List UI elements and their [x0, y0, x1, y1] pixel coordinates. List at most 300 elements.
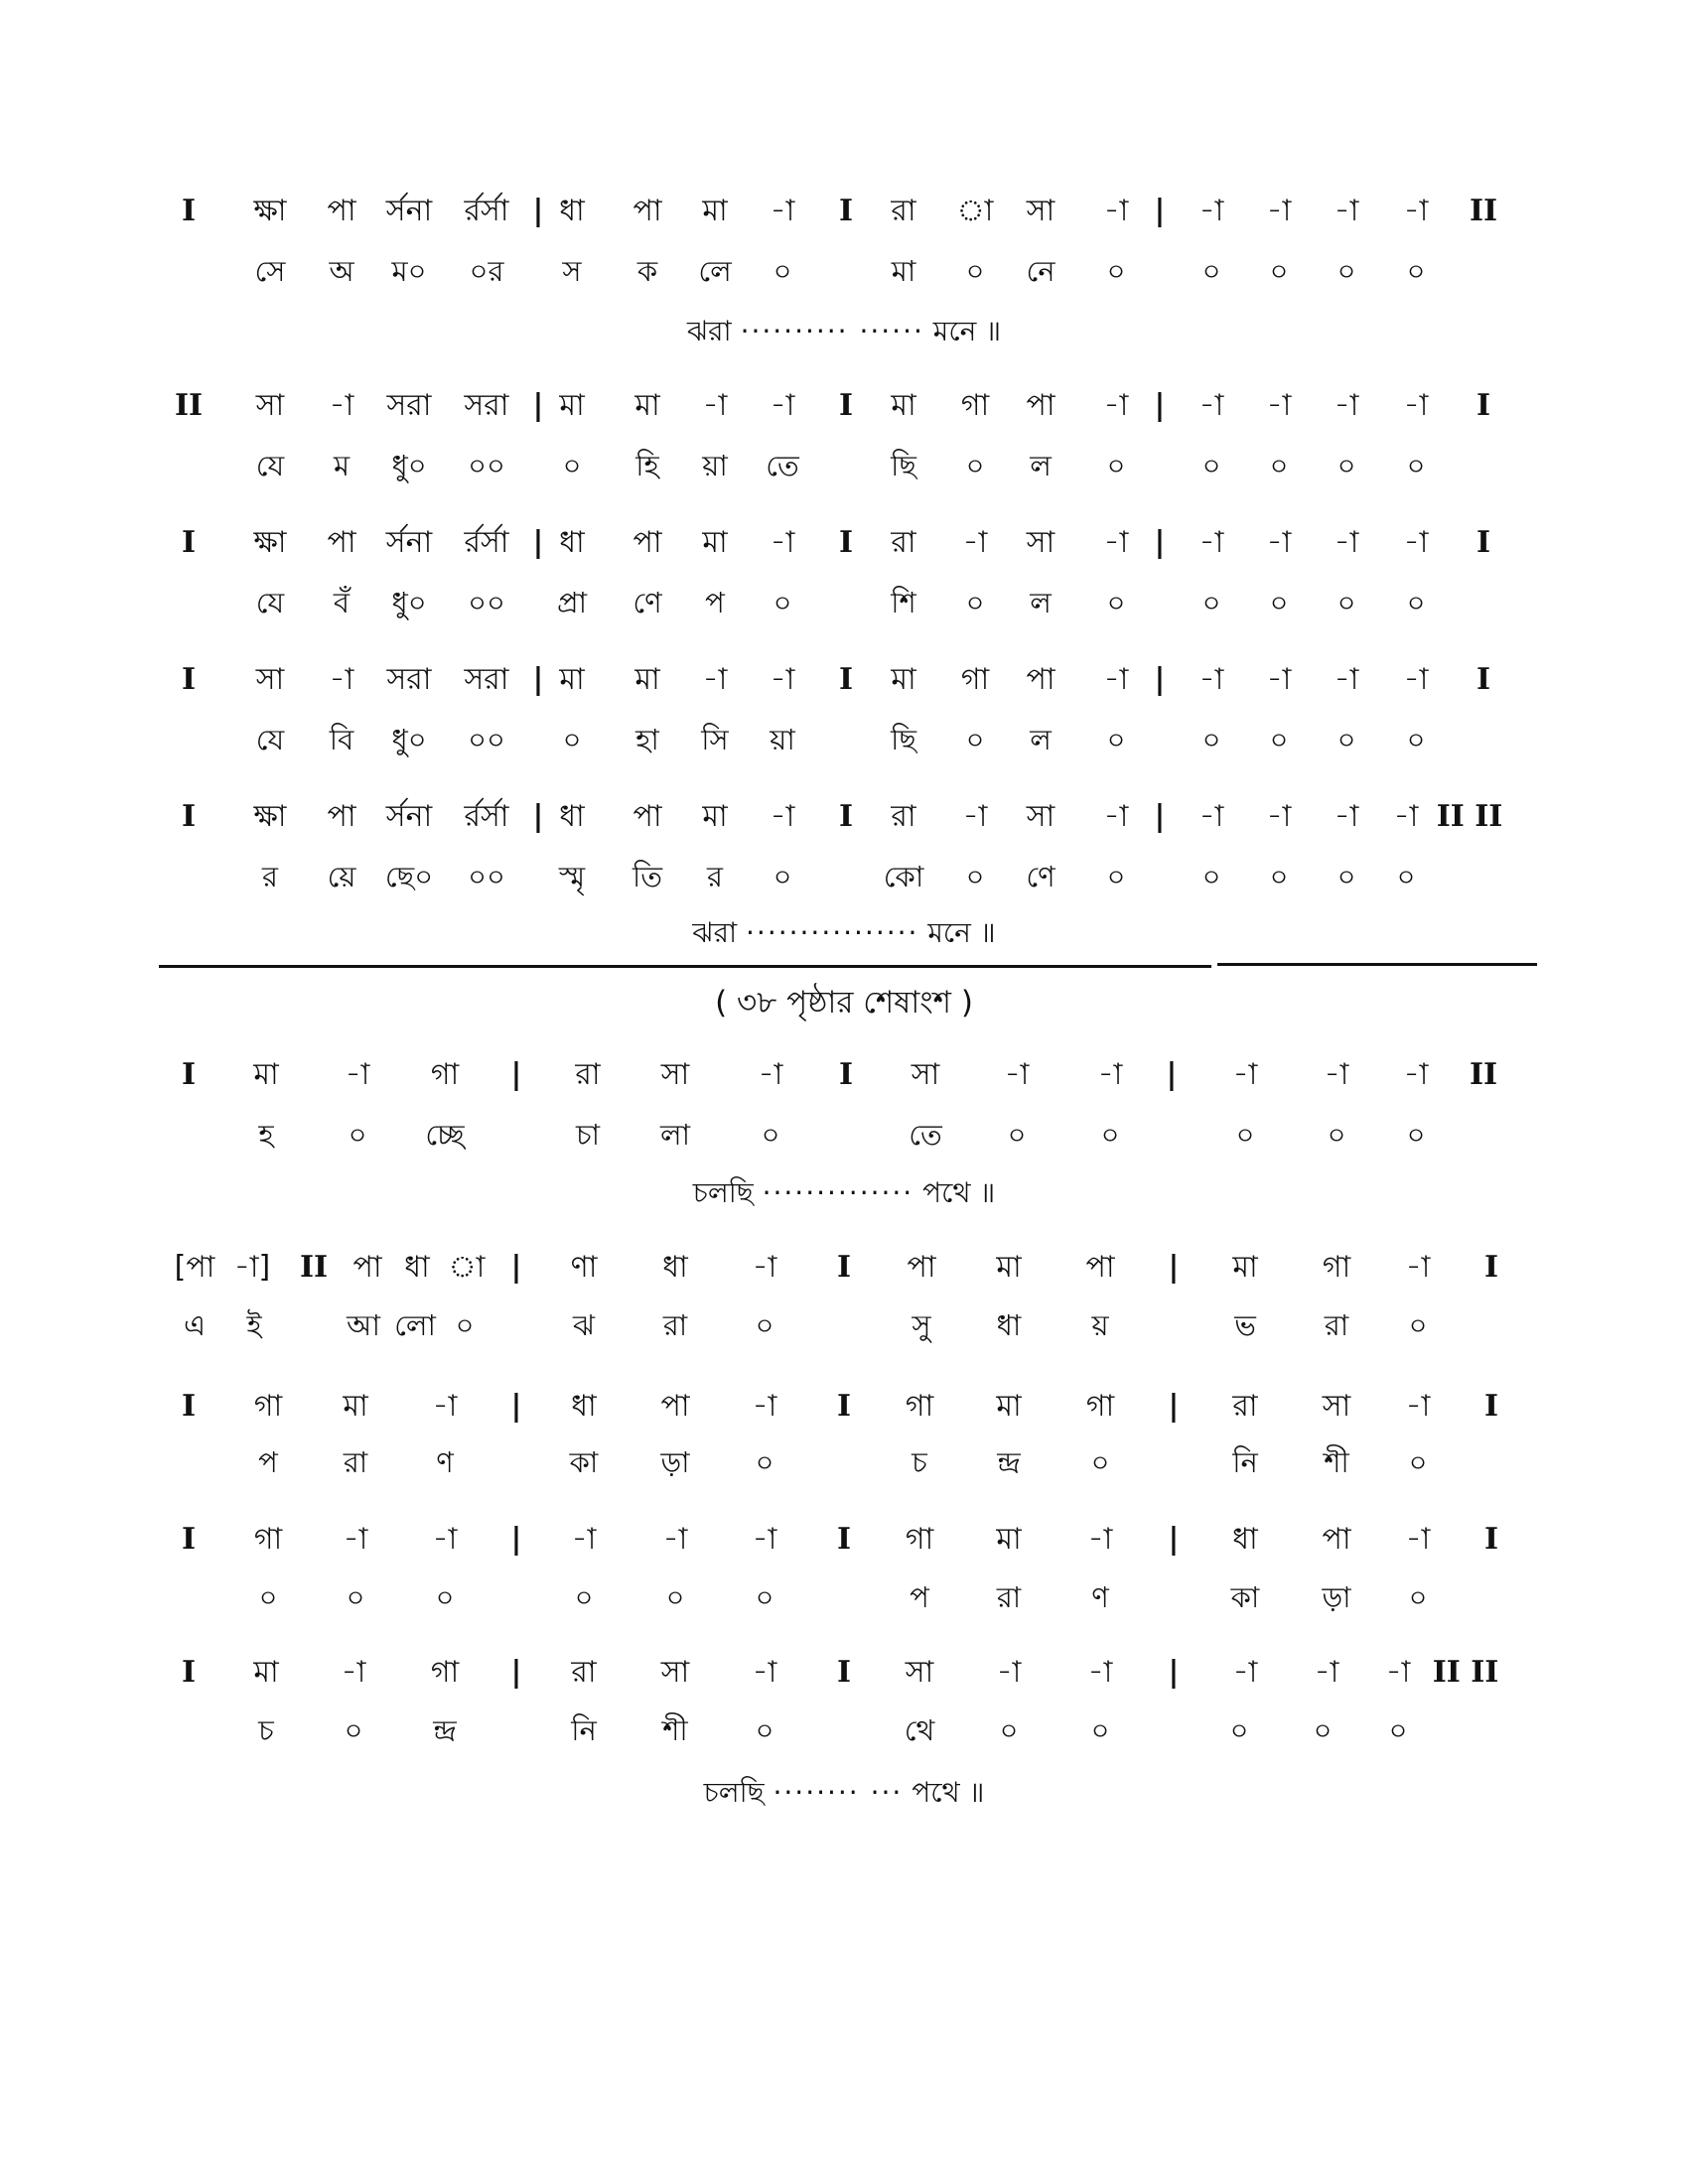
lyric-syllable: রা	[662, 1308, 688, 1342]
lyric-syllable: ০	[1313, 1713, 1333, 1747]
lyric-syllable: ০	[1336, 254, 1356, 288]
lyric-syllable: ০	[755, 1445, 774, 1479]
lyric-syllable: তি	[632, 860, 663, 893]
lyric-syllable: বঁ	[333, 586, 351, 619]
note: -া	[341, 1655, 366, 1690]
lyric-syllable: ০	[1106, 723, 1126, 756]
lyric-syllable: ০	[999, 1713, 1019, 1747]
refrain-tail	[0, 310, 1688, 353]
note: পা	[1026, 388, 1055, 423]
notation-line-4	[0, 655, 1688, 705]
lyric-syllable: ০	[755, 1580, 774, 1614]
note: া	[448, 1250, 486, 1285]
note: -া	[1103, 662, 1129, 697]
lyric-syllable: ণ	[436, 1445, 454, 1479]
refrain-tail	[0, 1771, 1688, 1815]
refrain-end: মনে ॥	[932, 315, 1002, 347]
bar-mark: |	[1166, 1057, 1178, 1092]
note: -া	[1314, 1655, 1339, 1690]
bar-mark: |	[1154, 662, 1166, 697]
note: মা	[634, 388, 660, 423]
note: -া	[1103, 388, 1129, 423]
lyric-syllable: অ	[329, 254, 354, 288]
note: রা	[891, 525, 916, 560]
note: পা	[633, 525, 662, 560]
lyric-line-7	[0, 1300, 1688, 1350]
lyric-syllable: ০	[562, 723, 582, 756]
bar-mark: I	[1483, 1250, 1499, 1285]
lyric-syllable: ০	[1269, 723, 1289, 756]
refrain-dots: ·········· ······	[740, 315, 924, 347]
note: -া	[1334, 388, 1359, 423]
lyric-syllable: ০	[1408, 1445, 1428, 1479]
lyric-syllable: ০	[1090, 1713, 1110, 1747]
refrain-dots: ··············	[762, 1176, 914, 1209]
note: পা	[327, 525, 356, 560]
bar-mark: I	[181, 194, 197, 228]
note: ক্ষা	[253, 194, 287, 228]
lyric-syllable: এ	[183, 1308, 207, 1342]
bar-mark: II	[299, 1250, 329, 1285]
lyric-syllable: রা	[996, 1580, 1022, 1614]
lyric-line-6	[0, 1110, 1688, 1160]
note: ধা	[1232, 1522, 1258, 1557]
note: -া	[1403, 388, 1429, 423]
note: ধা	[559, 799, 585, 834]
note: -া	[1334, 525, 1359, 560]
lyric-syllable: ছে০	[384, 860, 434, 893]
lyric-syllable: ০	[1406, 723, 1426, 756]
lyric-syllable: ০	[1201, 860, 1221, 893]
lyric-syllable: ০০	[468, 449, 505, 482]
lyric-syllable: ০	[1388, 1713, 1408, 1747]
notation-line-6	[0, 1050, 1688, 1100]
lyric-syllable: সে	[254, 254, 286, 288]
note: র্রর্সা	[464, 799, 509, 834]
lyric-syllable: ০	[1408, 1308, 1428, 1342]
lyric-syllable: ০	[1269, 586, 1289, 619]
lyric-syllable: নি	[571, 1713, 597, 1747]
bar-mark: |	[532, 194, 544, 228]
note: -া	[1403, 662, 1429, 697]
lyric-syllable: ড়া	[1322, 1580, 1351, 1614]
bar-mark: I	[181, 1389, 197, 1424]
lyric-syllable: চ	[912, 1445, 927, 1479]
lyric-syllable: ০	[1336, 860, 1356, 893]
lyric-syllable: ০	[562, 449, 582, 482]
note: -া	[1403, 194, 1429, 228]
lyric-syllable: শি	[891, 586, 916, 619]
note: -া	[571, 1522, 597, 1557]
bar-mark: |	[1168, 1250, 1180, 1285]
note: সা	[1026, 194, 1055, 228]
note: রা	[571, 1655, 597, 1690]
lyric-syllable: হা	[635, 723, 659, 756]
bar-mark: |	[532, 662, 544, 697]
lyric-syllable: ণে	[633, 586, 662, 619]
note: মা	[702, 194, 728, 228]
note: সা	[660, 1057, 690, 1092]
note: মা	[634, 662, 660, 697]
lyric-syllable: ০	[455, 1308, 475, 1342]
lyric-syllable: ধু০	[391, 449, 427, 482]
lyric-syllable: স	[562, 254, 582, 288]
bar-mark: |	[510, 1250, 522, 1285]
lyric-syllable: চা	[575, 1118, 601, 1152]
bar-mark: I	[836, 1389, 852, 1424]
note: -া	[1103, 194, 1129, 228]
bar-mark: I	[836, 1522, 852, 1557]
bar-mark: |	[532, 388, 544, 423]
lyric-syllable: ল	[1030, 586, 1052, 619]
note: সা	[911, 1057, 940, 1092]
bar-mark: I	[1483, 1522, 1499, 1557]
lyric-syllable: ০	[1406, 1118, 1426, 1152]
note: -া	[1198, 662, 1224, 697]
section-divider	[159, 965, 1211, 968]
note: মা	[702, 799, 728, 834]
bar-mark: |	[1168, 1522, 1180, 1557]
note: র্সনা	[385, 799, 433, 834]
refrain-dots: ········ ···	[773, 1776, 904, 1809]
lyric-syllable: ০	[1406, 449, 1426, 482]
note: -া	[996, 1655, 1022, 1690]
lyric-syllable: ন্দ্র	[997, 1445, 1021, 1479]
lyric-line-3	[0, 578, 1688, 627]
lyric-syllable: য়া	[702, 449, 728, 482]
lead-note: -া]	[233, 1250, 271, 1285]
refrain-start: চলছি	[703, 1776, 765, 1809]
note: -া	[1385, 1655, 1411, 1690]
note: গা	[253, 1389, 283, 1424]
lyric-syllable: ০	[1327, 1118, 1346, 1152]
lyric-syllable: ০	[1201, 254, 1221, 288]
lyric-syllable: ০	[965, 449, 985, 482]
lyric-syllable: ০	[1106, 860, 1126, 893]
bar-mark: I	[1476, 525, 1491, 560]
lyric-syllable: ক	[636, 254, 658, 288]
note: মা	[996, 1250, 1022, 1285]
lyric-syllable: লো	[394, 1308, 436, 1342]
lyric-syllable: ০	[258, 1580, 278, 1614]
lyric-syllable: যে	[255, 723, 285, 756]
lyric-syllable: ০	[1269, 254, 1289, 288]
lyric-line-4	[0, 715, 1688, 764]
lyric-syllable: ০	[435, 1580, 455, 1614]
note: -া	[1403, 1057, 1429, 1092]
note: সরা	[464, 662, 509, 697]
note: -া	[1232, 1057, 1258, 1092]
note: -া	[1324, 1057, 1349, 1092]
lyric-syllable: ০	[1106, 586, 1126, 619]
note: গা	[430, 1057, 460, 1092]
note: -া	[1103, 799, 1129, 834]
lyric-syllable: প	[258, 1445, 278, 1479]
note: মা	[343, 1389, 368, 1424]
lyric-syllable: ০	[344, 1713, 363, 1747]
lyric-syllable: নে	[1026, 254, 1055, 288]
note: -া	[1266, 525, 1292, 560]
bar-mark: I	[1476, 388, 1491, 423]
note: মা	[253, 1057, 279, 1092]
refrain-tail	[0, 1171, 1688, 1215]
lyric-syllable: ০	[773, 586, 792, 619]
note: -া	[1266, 799, 1292, 834]
bar-mark: I	[181, 1057, 197, 1092]
note: -া	[962, 525, 988, 560]
note: মা	[891, 662, 916, 697]
lyric-syllable: ০	[1406, 254, 1426, 288]
note: রা	[891, 799, 916, 834]
note: গা	[960, 662, 990, 697]
note: গা	[253, 1522, 283, 1557]
note: -া	[662, 1522, 688, 1557]
note: পা	[1322, 1522, 1351, 1557]
lyric-syllable: হি	[635, 449, 659, 482]
lyric-syllable: ০০	[468, 860, 505, 893]
lyric-syllable: ণ	[1091, 1580, 1109, 1614]
lyric-syllable: ণে	[1026, 860, 1055, 893]
note: মা	[1232, 1250, 1258, 1285]
lyric-syllable: ০০	[468, 723, 505, 756]
note: -া	[1334, 799, 1359, 834]
bar-mark: |	[510, 1655, 522, 1690]
note: পা	[907, 1250, 936, 1285]
note: -া	[1266, 194, 1292, 228]
lyric-syllable: ০	[1336, 723, 1356, 756]
note: ধা	[559, 194, 585, 228]
lyric-syllable: ০	[755, 1308, 774, 1342]
lyric-syllable: মা	[891, 254, 916, 288]
notation-line-10	[0, 1648, 1688, 1698]
bar-mark: |	[510, 1522, 522, 1557]
note: মা	[702, 525, 728, 560]
lyric-line-10	[0, 1706, 1688, 1755]
note: ধা	[559, 525, 585, 560]
lyric-syllable: ০	[1269, 449, 1289, 482]
lyric-syllable: চ্ছে	[425, 1118, 465, 1152]
lyric-syllable: ০	[1408, 1580, 1428, 1614]
bar-mark: |	[1154, 194, 1166, 228]
note: ণা	[570, 1250, 598, 1285]
bar-mark: I	[838, 1057, 854, 1092]
note: -া	[702, 662, 728, 697]
note: -া	[962, 799, 988, 834]
note: পা	[327, 194, 356, 228]
bar-mark: I	[836, 1250, 852, 1285]
note: গা	[905, 1389, 934, 1424]
lyric-syllable: ০	[1106, 449, 1126, 482]
bar-mark: I	[838, 525, 854, 560]
bar-mark: |	[1154, 525, 1166, 560]
note: পা	[633, 799, 662, 834]
lyric-syllable: ০	[1336, 586, 1356, 619]
lyric-syllable: ০	[1201, 723, 1221, 756]
lyric-syllable: র	[707, 860, 723, 893]
note: -া	[770, 525, 795, 560]
notation-line-8	[0, 1382, 1688, 1432]
note: -া	[329, 662, 354, 697]
lyric-syllable: য়	[1091, 1308, 1109, 1342]
note: পা	[327, 799, 356, 834]
bar-mark: I	[1483, 1389, 1499, 1424]
lyric-syllable: ছি	[891, 449, 916, 482]
lyric-syllable: ০	[574, 1580, 594, 1614]
note: ধা	[662, 1250, 688, 1285]
note: সা	[255, 388, 285, 423]
note: রা	[891, 194, 916, 228]
refrain-end: পথে ॥	[922, 1176, 996, 1209]
note: -া	[758, 1057, 783, 1092]
lyric-syllable: লা	[659, 1118, 691, 1152]
note: -া	[432, 1522, 458, 1557]
bar-mark: |	[1154, 388, 1166, 423]
refrain-end: পথে ॥	[912, 1776, 985, 1809]
lyric-syllable: ০	[1201, 586, 1221, 619]
lyric-syllable: নি	[1232, 1445, 1258, 1479]
lyric-line-1	[0, 246, 1688, 296]
note: -া	[1266, 388, 1292, 423]
lyric-syllable: ০	[773, 860, 792, 893]
note: -া	[752, 1389, 777, 1424]
bar-mark: I	[181, 1655, 197, 1690]
bar-mark: II	[1469, 1057, 1498, 1092]
lyric-syllable: ০র	[469, 254, 504, 288]
bar-mark: I	[181, 525, 197, 560]
lyric-syllable: র	[262, 860, 278, 893]
lyric-syllable: ০	[773, 254, 792, 288]
bar-mark: |	[510, 1389, 522, 1424]
lyric-syllable: ০	[1336, 449, 1356, 482]
lyric-syllable: কো	[883, 860, 924, 893]
lyric-syllable: তে	[909, 1118, 942, 1152]
note: সরা	[386, 662, 432, 697]
notation-line-1	[0, 187, 1688, 236]
note: সা	[255, 662, 285, 697]
bar-mark: |	[1168, 1655, 1180, 1690]
lyric-syllable: ০	[755, 1713, 774, 1747]
note: ক্ষা	[253, 799, 287, 834]
note: -া	[1405, 1389, 1431, 1424]
note: গা	[960, 388, 990, 423]
note: -া	[702, 388, 728, 423]
bar-mark: I	[181, 662, 197, 697]
lyric-syllable: ছি	[891, 723, 916, 756]
final-bar-mark: II II	[1436, 799, 1503, 834]
lyric-syllable: প্রা	[556, 586, 588, 619]
lyric-syllable: প	[910, 1580, 929, 1614]
note: -া	[770, 388, 795, 423]
bar-mark: I	[838, 388, 854, 423]
note: -া	[1103, 525, 1129, 560]
note: মা	[253, 1655, 279, 1690]
note: -া	[752, 1522, 777, 1557]
lyric-syllable: আ	[347, 1308, 380, 1342]
lyric-line-2	[0, 441, 1688, 490]
lyric-line-9	[0, 1572, 1688, 1622]
lyric-syllable: ধু০	[391, 723, 427, 756]
note: -া	[1334, 194, 1359, 228]
bar-mark: I	[838, 194, 854, 228]
bar-mark: I	[838, 799, 854, 834]
note: -া	[1097, 1057, 1123, 1092]
note: -া	[1198, 194, 1224, 228]
note: পা	[1026, 662, 1055, 697]
refrain-dots: ················	[746, 916, 919, 949]
continuation-caption: ( ৩৮ পৃষ্ঠার শেষাংশ )	[715, 985, 973, 1021]
lyric-syllable: ০	[348, 1118, 367, 1152]
lyric-syllable: ম০	[391, 254, 427, 288]
note: -া	[1334, 662, 1359, 697]
lyric-syllable: ০	[1090, 1445, 1110, 1479]
note: মা	[559, 662, 585, 697]
note: -া	[1198, 388, 1224, 423]
bar-mark: I	[836, 1655, 852, 1690]
note: সা	[905, 1655, 934, 1690]
bar-mark: I	[181, 799, 197, 834]
note: গা	[1322, 1250, 1351, 1285]
bar-mark: |	[532, 799, 544, 834]
lyric-line-5	[0, 852, 1688, 901]
lyric-syllable: সি	[701, 723, 729, 756]
lyric-syllable: ০	[965, 254, 985, 288]
lyric-syllable: ০	[1396, 860, 1416, 893]
note: -া	[1198, 525, 1224, 560]
lyric-syllable: লে	[698, 254, 732, 288]
lyric-syllable: যে	[255, 449, 285, 482]
lead-note: [পা	[174, 1250, 215, 1285]
section-divider	[1217, 963, 1537, 966]
note: -া	[1087, 1655, 1113, 1690]
lyric-syllable: ভ	[1234, 1308, 1256, 1342]
lyric-syllable: ০	[1007, 1118, 1027, 1152]
notation-line-3	[0, 518, 1688, 568]
note: -া	[1266, 662, 1292, 697]
note: সরা	[386, 388, 432, 423]
note: মা	[559, 388, 585, 423]
lyric-syllable: প	[705, 586, 725, 619]
final-bar-mark: II II	[1432, 1655, 1499, 1690]
note: পা	[1085, 1250, 1115, 1285]
note: পা	[633, 194, 662, 228]
lyric-syllable: শী	[662, 1713, 688, 1747]
lyric-syllable: স্মৃ	[558, 860, 586, 893]
note: সা	[1322, 1389, 1351, 1424]
lyric-syllable: ধু০	[391, 586, 427, 619]
note: গা	[430, 1655, 460, 1690]
lyric-syllable: ০	[965, 723, 985, 756]
lyric-syllable: শী	[1324, 1445, 1349, 1479]
note: -া	[345, 1057, 370, 1092]
lyric-syllable: ধা	[996, 1308, 1022, 1342]
note: র্রর্সা	[464, 525, 509, 560]
note: রা	[1232, 1389, 1258, 1424]
lyric-syllable: কা	[1230, 1580, 1260, 1614]
bar-mark: I	[181, 1522, 197, 1557]
lyric-syllable: কা	[569, 1445, 599, 1479]
note: -া	[752, 1250, 777, 1285]
bar-mark: |	[1154, 799, 1166, 834]
lyric-syllable: সু	[912, 1308, 931, 1342]
note: গা	[1085, 1389, 1115, 1424]
lyric-syllable: ০	[1201, 449, 1221, 482]
note: -া	[432, 1389, 458, 1424]
note: া	[956, 194, 994, 228]
note: -া	[343, 1522, 368, 1557]
lyric-syllable: ০	[965, 586, 985, 619]
note: ক্ষা	[253, 525, 287, 560]
notation-line-7	[0, 1243, 1688, 1293]
